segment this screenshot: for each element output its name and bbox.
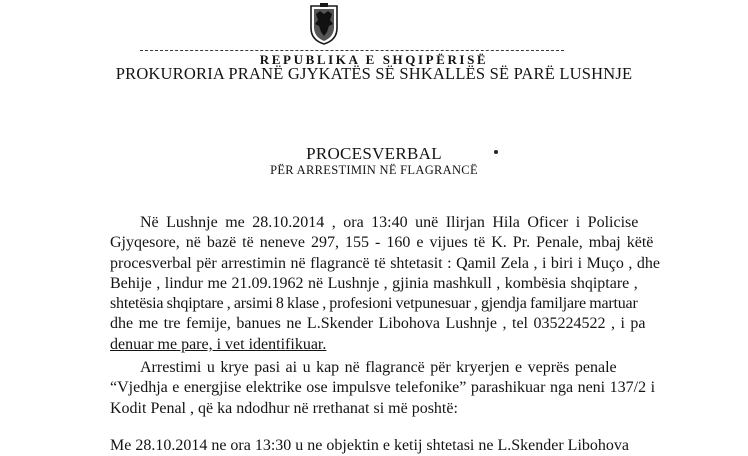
stray-dot <box>494 150 498 154</box>
paragraph-arrest-reason <box>110 358 706 419</box>
republic-heading: REPUBLIKA E SHQIPËRISË <box>259 52 489 67</box>
paragraph-line: Kodit Penal , që ka ndodhur në rrethanat si më poshtë: <box>110 399 458 417</box>
office-heading: PROKURORIA PRANË GJYKATËS SË SHKALLËS SË PARË LUSHNJE <box>115 64 633 83</box>
document-title: PROCESVERBAL <box>306 144 442 163</box>
paragraph-line: Në Lushnje me 28.10.2014 , ora 13:40 unë Ilirjan Hila Oficer i Policise <box>140 214 639 231</box>
paragraph-details <box>110 213 706 355</box>
paragraph-line: “Vjedhja e energjise elektrike ose impulsve telefonike” parashikuar nga neni 137/2 i <box>110 379 656 397</box>
paragraph-line: dhe me tre femije, banues ne L.Skender Libohova Lushnje , tel 035224522 , i pa <box>110 315 646 333</box>
paragraph-line: Arrestimi u krye pasi ai u kap në flagrancë për kryerjen e veprës penale <box>140 359 617 376</box>
cut-off-line: Me 28.10.2014 ne ora 13:30 u ne objektin e ketij shtetasi ne L.Skender Libohova <box>110 437 629 454</box>
document-subtitle: PËR ARRESTIMIN NË FLAGRANCË <box>270 163 478 177</box>
paragraph-line: shtetësia shqiptare , arsimi 8 klase , profesioni vetpunesuar , gjendja familjare martuar <box>110 295 638 313</box>
paragraph-line: Gjyqesore, në bazë të neneve 297, 155 - 160 e vijues të K. Pr. Penale, mbaj këtë <box>110 234 654 252</box>
albanian-eagle-emblem-icon <box>306 2 342 46</box>
paragraph-line: procesverbal për arrestimin në flagrancë të shtetasit : Qamil Zela , i biri i Muço , dhe <box>110 254 661 272</box>
paragraph-line: denuar me pare, i vet identifikuar. <box>110 335 327 353</box>
header-divider <box>140 50 564 51</box>
paragraph-line: Behije , lindur me 21.09.1962 në Lushnje , gjinia mashkull , kombësia shqiptare , <box>110 274 638 292</box>
